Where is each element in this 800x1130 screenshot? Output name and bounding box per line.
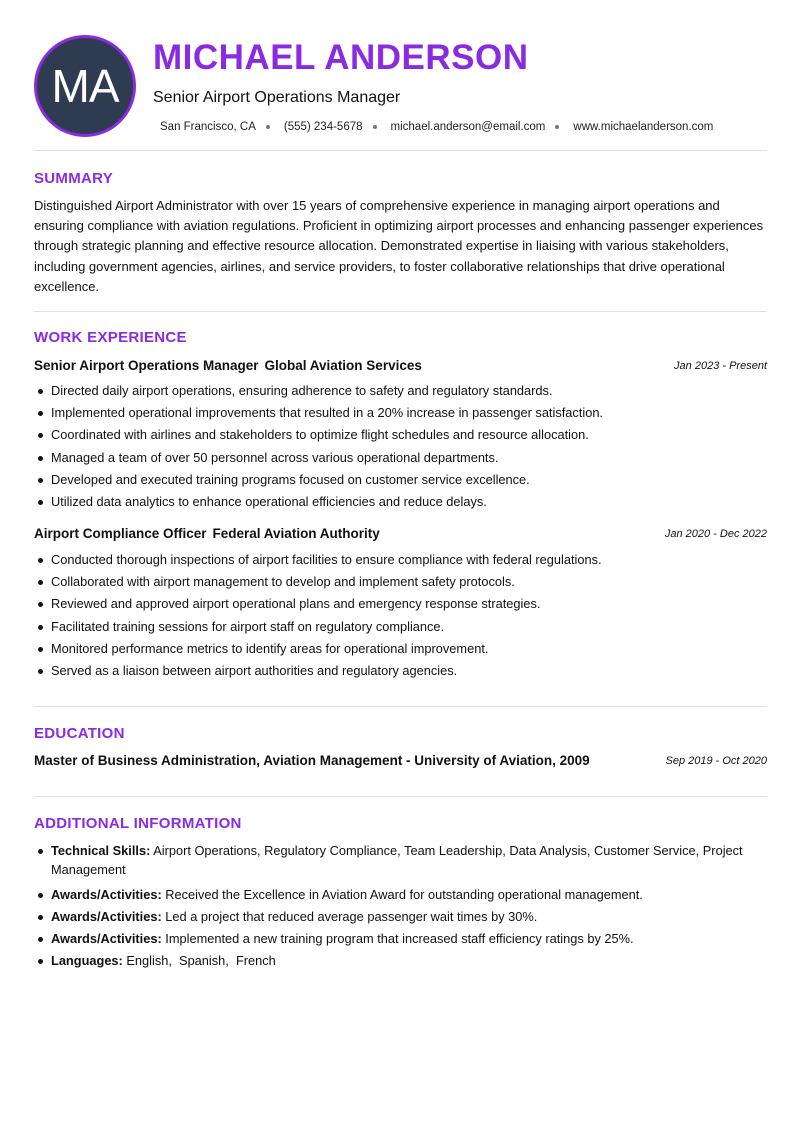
list-item: Facilitated training sessions for airport staff on regulatory compliance. xyxy=(34,616,767,638)
separator-dot-icon xyxy=(266,125,270,129)
info-text: Airport Operations, Regulatory Compliance, Team Leadership, Data Analysis, Customer Service, Project Management xyxy=(51,843,743,877)
info-label: Awards/Activities: xyxy=(51,887,162,902)
job-bullets xyxy=(34,380,767,513)
section-divider xyxy=(34,706,767,707)
separator-dot-icon xyxy=(373,125,377,129)
education-degree: Master of Business Administration, Aviation Management - University of Aviation, 2009 xyxy=(34,753,590,768)
list-item xyxy=(34,930,767,949)
section-divider xyxy=(34,150,767,151)
info-text: Implemented a new training program that increased staff efficiency ratings by 25%. xyxy=(165,931,634,946)
job-bullets xyxy=(34,549,767,682)
job-dates: Jan 2023 - Present xyxy=(674,360,767,372)
job-role: Senior Airport Operations Manager xyxy=(34,358,259,373)
education-heading: EDUCATION xyxy=(34,725,125,742)
contact-phone: (555) 234-5678 xyxy=(283,121,363,133)
contact-line xyxy=(160,121,713,133)
job-header xyxy=(34,526,767,544)
info-label: Technical Skills: xyxy=(51,843,151,858)
list-item xyxy=(34,886,767,905)
list-item: Managed a team of over 50 personnel across various operational departments. xyxy=(34,447,767,469)
list-item: Implemented operational improvements that resulted in a 20% increase in passenger satisfaction. xyxy=(34,402,767,424)
section-divider xyxy=(34,311,767,312)
list-item: Utilized data analytics to enhance operational efficiencies and reduce delays. xyxy=(34,491,767,513)
info-label: Awards/Activities: xyxy=(51,931,162,946)
avatar-initials: MA xyxy=(51,60,119,112)
experience-heading: WORK EXPERIENCE xyxy=(34,329,187,346)
education-entry xyxy=(34,753,767,771)
job-role: Airport Compliance Officer xyxy=(34,526,207,541)
list-item xyxy=(34,952,767,971)
info-text: Received the Excellence in Aviation Award for outstanding operational management. xyxy=(165,887,643,902)
avatar xyxy=(34,35,136,137)
list-item: Coordinated with airlines and stakeholders to optimize flight schedules and resource allocation. xyxy=(34,424,767,446)
additional-list xyxy=(34,842,767,974)
list-item: Conducted thorough inspections of airport facilities to ensure compliance with federal regulations. xyxy=(34,549,767,571)
job-header xyxy=(34,358,767,376)
candidate-name: MICHAEL ANDERSON xyxy=(153,38,529,77)
contact-website[interactable]: www.michaelanderson.com xyxy=(573,121,714,133)
contact-location: San Francisco, CA xyxy=(160,121,256,133)
section-divider xyxy=(34,796,767,797)
list-item: Monitored performance metrics to identify areas for operational improvement. xyxy=(34,638,767,660)
candidate-title: Senior Airport Operations Manager xyxy=(153,89,401,106)
list-item xyxy=(34,842,767,879)
contact-email[interactable]: michael.anderson@email.com xyxy=(390,121,546,133)
list-item xyxy=(34,908,767,927)
job-dates: Jan 2020 - Dec 2022 xyxy=(664,528,767,540)
summary-heading: SUMMARY xyxy=(34,170,114,187)
summary-text: Distinguished Airport Administrator with over 15 years of comprehensive experience in managing airport operations and ensuring compliance with aviation regulations. Proficient in optimizing airport processes and enhancing passenger experiences through strategic planning and effective resource allocation. Demonstrated expertise in liaising with various stakeholders, including government agencies, airlines, and service providers, to foster collaborative relationships that drive operational excellence. xyxy=(34,198,764,294)
education-dates: Sep 2019 - Oct 2020 xyxy=(665,755,767,767)
info-label: Languages: xyxy=(51,953,123,968)
list-item: Reviewed and approved airport operational plans and emergency response strategies. xyxy=(34,593,767,615)
additional-heading: ADDITIONAL INFORMATION xyxy=(34,815,242,832)
job-company: Global Aviation Services xyxy=(264,358,422,373)
info-label: Awards/Activities: xyxy=(51,909,162,924)
info-text: Led a project that reduced average passenger wait times by 30%. xyxy=(165,909,538,924)
separator-dot-icon xyxy=(555,125,559,129)
list-item: Developed and executed training programs focused on customer service excellence. xyxy=(34,469,767,491)
list-item: Collaborated with airport management to develop and implement safety protocols. xyxy=(34,571,767,593)
list-item: Directed daily airport operations, ensuring adherence to safety and regulatory standards. xyxy=(34,380,767,402)
job-company: Federal Aviation Authority xyxy=(212,526,380,541)
info-text: English, Spanish, French xyxy=(126,953,276,968)
list-item: Served as a liaison between airport authorities and regulatory agencies. xyxy=(34,660,767,682)
